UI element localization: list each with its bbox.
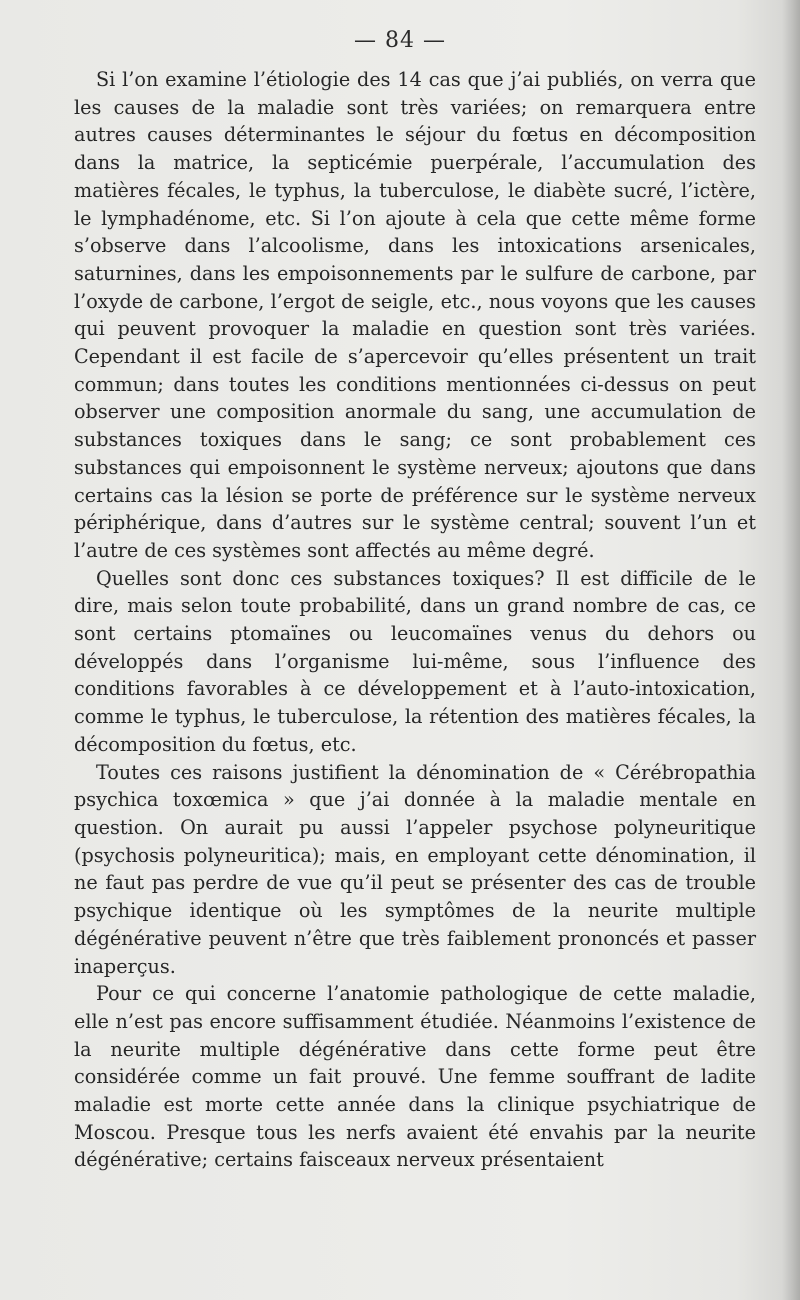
paragraph-toxic-substances: Quelles sont donc ces substances toxiques? Il est difficile de le dire, mais selon toute probabilité, dans un grand nombre de cas, ce sont certains ptomaïnes ou leucomaïnes venus du dehors ou développés dans l’organisme lui-même, sous l’influence des conditions favorables à ce développement et à l’auto-intoxication, comme le typhus, le tuberculose, la rétention des matières fécales, la décomposition du fœtus, etc. bbox=[74, 566, 756, 756]
page-edge-shadow bbox=[782, 0, 800, 1300]
paragraph-etiology: Si l’on examine l’étiologie des 14 cas que j’ai publiés, on verra que les causes de la maladie sont très variées; on remarquera entre autres causes déterminantes le séjour du fœtus en décomposition dans la matrice, la septicémie puerpérale, l’accumulation des matières fécales, le typhus, la tuberculose, le diabète sucré, l’ictère, le lymphadénome, etc. Si l’on ajoute à cela que cette même forme s’observe dans l’alcoolisme, dans les intoxications arsenicales, saturnines, dans les empoisonnements par le sulfure de carbone, par l’oxyde de carbone, l’ergot de seigle, etc., nous voyons que les causes qui peuvent provoquer la maladie en question sont très variées. Cependant il est facile de s’apercevoir qu’elles présentent un trait commun; dans toutes les conditions mentionnées ci-dessus on peut observer une composition anormale du sang, une accumulation de substances toxiques dans le sang; ce sont probablement ces substances qui empoisonnent le système nerveux; ajoutons que dans certains cas la lésion se porte de préférence sur le système nerveux périphérique, dans d’autres sur le système central; souvent l’un et l’autre de ces systèmes sont affectés au même degré. bbox=[74, 68, 756, 562]
paragraph-denomination: Toutes ces raisons justifient la dénomination de « Cérébropathia psychica toxœmica » que j’ai donnée à la maladie mentale en question. On aurait pu aussi l’appeler psychose polyneuritique (psychosis polyneuritica); mais, en employant cette dénomination, il ne faut pas perdre de vue qu’il peut se présenter des cas de trouble psychique identique où les symptômes de la neurite multiple dégénérative peuvent n’être que très faiblement prononcés et passer inaperçus. bbox=[74, 760, 756, 978]
body-text bbox=[74, 66, 756, 1174]
paragraph-pathological-anatomy: Pour ce qui concerne l’anatomie pathologique de cette maladie, elle n’est pas encore suffisamment étudiée. Néanmoins l’existence de la neurite multiple dégénérative dans cette forme peut être considérée comme un fait prouvé. Une femme souffrant de ladite maladie est morte cette année dans la clinique psychiatrique de Moscou. Presque tous les nerfs avaient été envahis par la neurite dégénérative; certains faisceaux nerveux présentaient bbox=[74, 982, 756, 1172]
page-number: — 84 — bbox=[354, 28, 446, 53]
